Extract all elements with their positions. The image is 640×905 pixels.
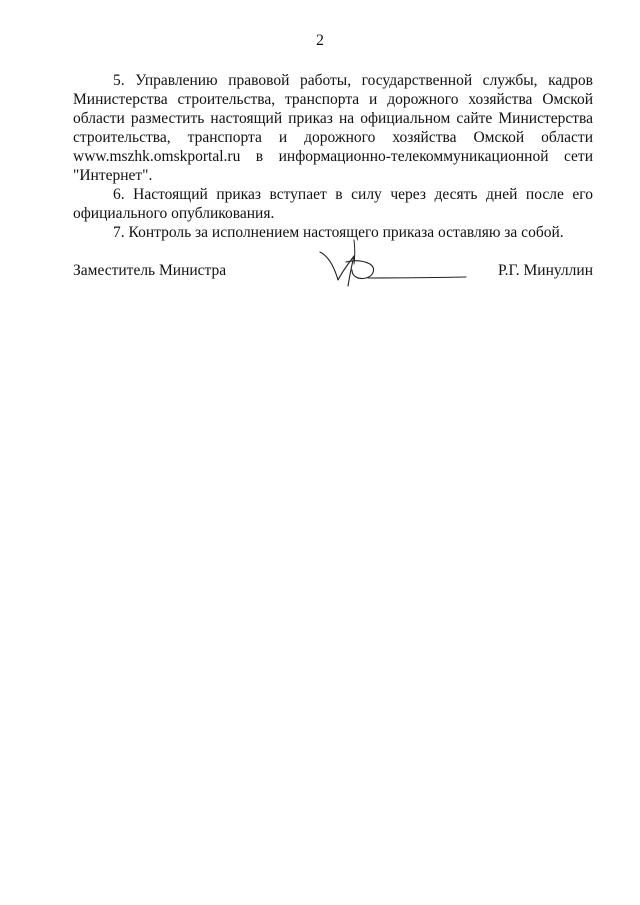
- handwritten-signature: [318, 234, 468, 294]
- signer-title: Заместитель Министра: [73, 262, 227, 279]
- document-body: [73, 71, 593, 242]
- page-number: 2: [316, 32, 324, 49]
- paragraph-7: 7. Контроль за исполнением настоящего приказа оставляю за собой.: [113, 224, 564, 241]
- signature-block: [73, 262, 593, 282]
- signer-name: Р.Г. Минуллин: [497, 262, 593, 279]
- paragraph-5: 5. Управлению правовой работы, государственной службы, кадров Министерства строительства, транспорта и дорожного хозяйства Омской области разместить настоящий приказ на официальном сайте Министерства строительства, транспорта и дорожного хозяйства Омской области www.mszhk.omskportal.ru в информационно-телекоммуникационной сети "Интернет".: [73, 72, 593, 184]
- paragraph-6: 6. Настоящий приказ вступает в силу через десять дней после его официального опубликования.: [73, 186, 593, 222]
